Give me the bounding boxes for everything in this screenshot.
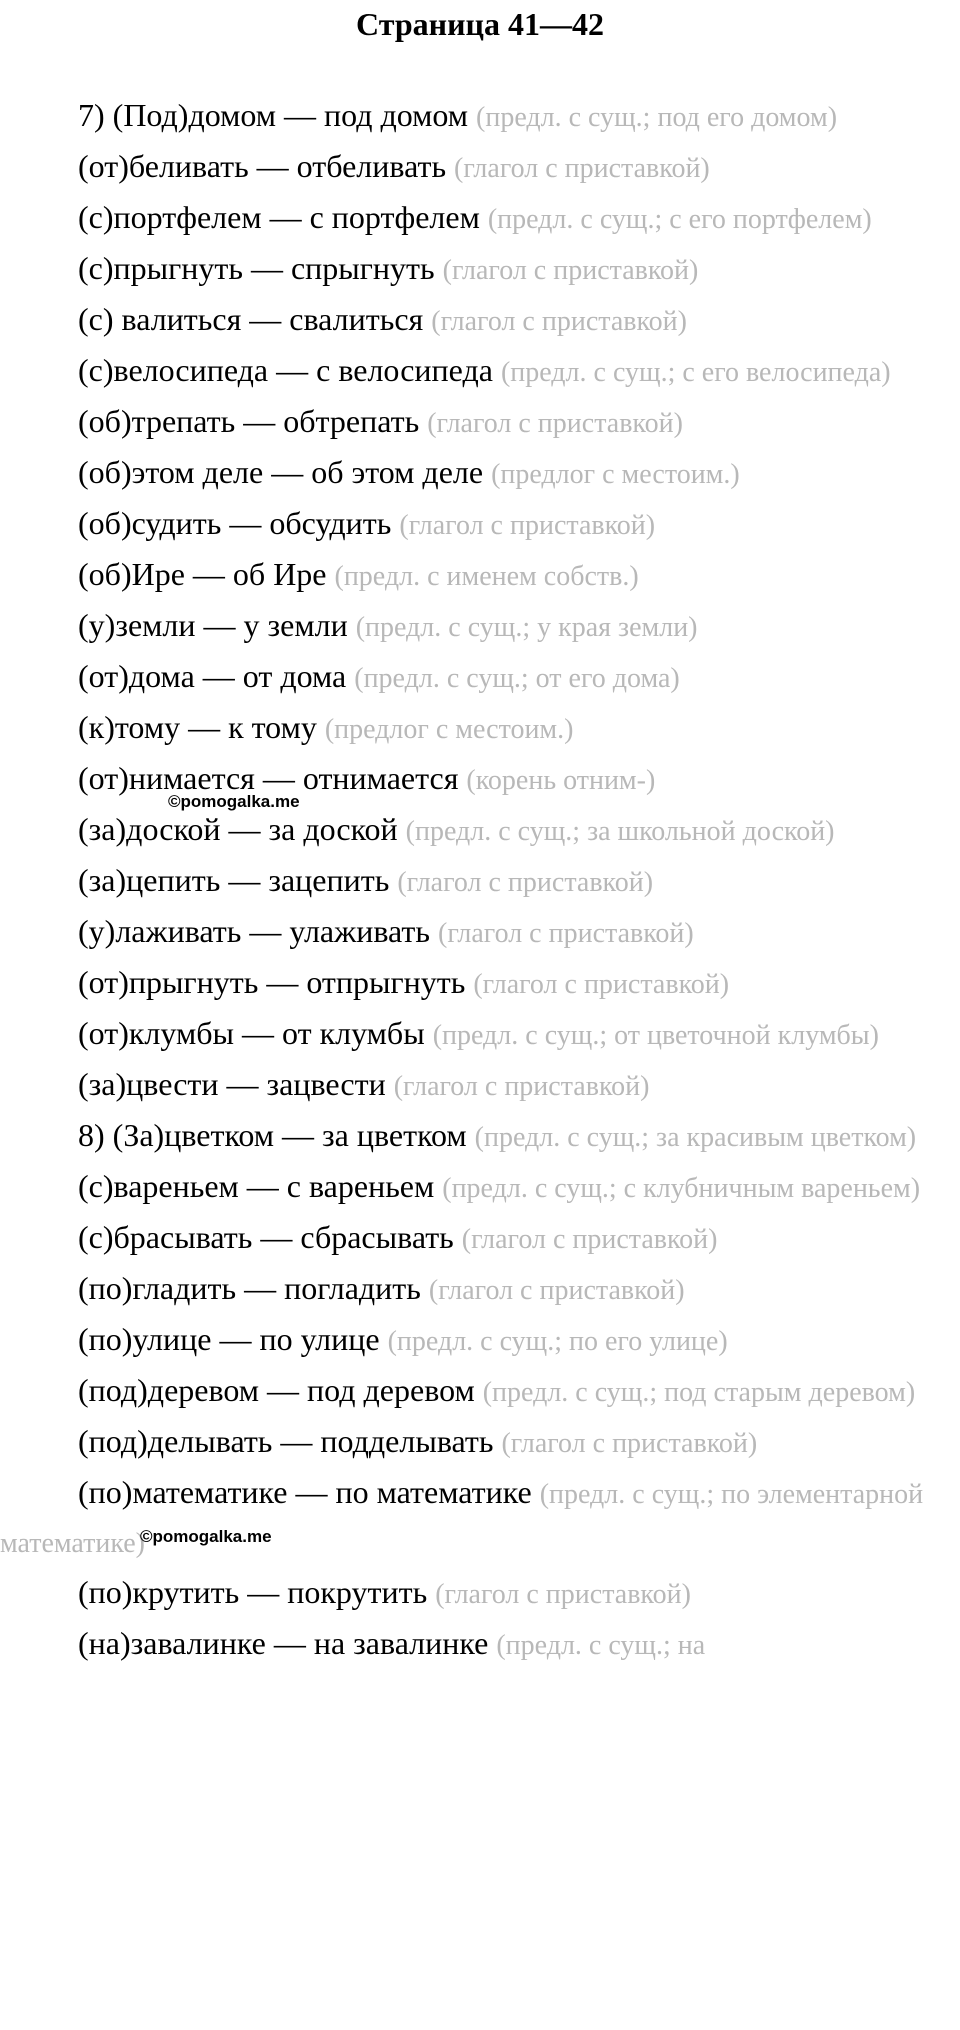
entry-text: 7) (Под)домом — под домом bbox=[78, 97, 469, 133]
page-title: Страница 41—42 bbox=[356, 6, 604, 42]
list-item bbox=[0, 755, 960, 804]
entry-note: (глагол с приставкой) bbox=[438, 918, 694, 949]
entry-text: (под)делывать — подделывать bbox=[78, 1423, 494, 1459]
entry-text: (у)земли — у земли bbox=[78, 607, 348, 643]
list-item bbox=[0, 245, 960, 294]
entry-note: (глагол с приставкой) bbox=[431, 306, 687, 337]
entry-text: (на)завалинке — на завалинке bbox=[78, 1625, 489, 1661]
entry-note: (корень отним-) bbox=[466, 765, 656, 796]
entry-text: (по)гладить — погладить bbox=[78, 1270, 421, 1306]
list-item bbox=[0, 1061, 960, 1110]
list-item bbox=[0, 959, 960, 1008]
entry-note: (предл. с сущ.; под старым деревом) bbox=[482, 1377, 916, 1408]
list-item bbox=[0, 806, 960, 855]
list-item bbox=[0, 551, 960, 600]
watermark: ©pomogalka.me bbox=[140, 1527, 272, 1546]
entry-note: (предл. с сущ.; по элементарной математике) bbox=[0, 1479, 924, 1559]
entry-note: (глагол с приставкой) bbox=[397, 867, 654, 898]
list-item bbox=[0, 1367, 960, 1416]
entry-text: (от)прыгнуть — отпрыгнуть bbox=[78, 964, 466, 1000]
entry-text: (с)прыгнуть — спрыгнуть bbox=[78, 250, 435, 286]
entry-note: (глагол с приставкой) bbox=[427, 408, 683, 439]
entry-text: (от)нимается — отнимается bbox=[78, 760, 459, 796]
entry-text: (по)крутить — покрутить bbox=[78, 1574, 428, 1610]
entry-note: (предл. с сущ.; с клубничным вареньем) bbox=[442, 1173, 921, 1204]
list-item bbox=[0, 653, 960, 702]
entry-text: (с) валиться — свалиться bbox=[78, 301, 424, 337]
list-item bbox=[0, 1214, 960, 1263]
entry-text: (под)деревом — под деревом bbox=[78, 1372, 475, 1408]
entry-note: (предл. с сущ.; за школьной доской) bbox=[405, 816, 835, 847]
entry-note: (предл. с сущ.; от его дома) bbox=[354, 663, 680, 694]
list-item bbox=[0, 398, 960, 447]
entry-note: (предл. с сущ.; под его домом) bbox=[476, 102, 838, 133]
list-item bbox=[0, 296, 960, 345]
entry-note: (предл. с сущ.; за красивым цветком) bbox=[474, 1122, 917, 1153]
entry-text: (с)вареньем — с вареньем bbox=[78, 1168, 435, 1204]
entry-note: (глагол с приставкой) bbox=[428, 1275, 685, 1306]
entry-text: (по)математике — по математике bbox=[78, 1474, 532, 1510]
entry-note: (предл. с сущ.; на bbox=[496, 1630, 706, 1661]
entry-note: (предл. с сущ.; с его портфелем) bbox=[487, 204, 872, 235]
list-item bbox=[0, 1010, 960, 1059]
list-item bbox=[0, 704, 960, 753]
entry-note: (глагол с приставкой) bbox=[454, 153, 710, 184]
entry-text: (об)судить — обсудить bbox=[78, 505, 392, 541]
entry-note: (глагол с приставкой) bbox=[435, 1579, 691, 1610]
list-item bbox=[0, 347, 960, 396]
list-item bbox=[0, 143, 960, 192]
entry-note: (предл. с сущ.; с его велосипеда) bbox=[500, 357, 891, 388]
entry-note: (предл. с сущ.; по его улице) bbox=[387, 1326, 728, 1357]
list-item bbox=[0, 1163, 960, 1212]
entry-text: (за)цепить — зацепить bbox=[78, 862, 390, 898]
entry-note: (предлог с местоим.) bbox=[324, 714, 574, 745]
entry-text: (от)дома — от дома bbox=[78, 658, 347, 694]
entry-note: (глагол с приставкой) bbox=[393, 1071, 650, 1102]
entry-note: (глагол с приставкой) bbox=[473, 969, 730, 1000]
entry-note: (глагол с приставкой) bbox=[501, 1428, 758, 1459]
entry-note: (предл. с сущ.; у края земли) bbox=[355, 612, 698, 643]
list-item bbox=[0, 500, 960, 549]
list-item bbox=[0, 92, 960, 141]
entry-text: (с)брасывать — сбрасывать bbox=[78, 1219, 454, 1255]
list-item bbox=[0, 1569, 960, 1618]
list-item bbox=[0, 1620, 960, 1669]
list-item bbox=[0, 1265, 960, 1314]
watermark: ©pomogalka.me bbox=[168, 792, 300, 811]
list-item bbox=[0, 1469, 960, 1567]
list-item bbox=[0, 449, 960, 498]
entry-note: (предл. с сущ.; от цветочной клумбы) bbox=[432, 1020, 879, 1051]
entry-note: (глагол с приставкой) bbox=[461, 1224, 718, 1255]
entry-text: (об)этом деле — об этом деле bbox=[78, 454, 484, 490]
list-item bbox=[0, 1112, 960, 1161]
entry-text: (к)тому — к тому bbox=[78, 709, 317, 745]
list-item bbox=[0, 602, 960, 651]
entry-list bbox=[0, 92, 960, 1671]
list-item bbox=[0, 1316, 960, 1365]
entry-text: (за)доской — за доской bbox=[78, 811, 398, 847]
entry-text: (об)трепать — обтрепать bbox=[78, 403, 420, 439]
entry-note: (предл. с именем собств.) bbox=[334, 561, 639, 592]
entry-text: (об)Ире — об Ире bbox=[78, 556, 327, 592]
list-item bbox=[0, 908, 960, 957]
entry-note: (глагол с приставкой) bbox=[442, 255, 699, 286]
entry-text: 8) (За)цветком — за цветком bbox=[78, 1117, 467, 1153]
entry-text: (от)клумбы — от клумбы bbox=[78, 1015, 425, 1051]
entry-text: (у)лаживать — улаживать bbox=[78, 913, 430, 949]
entry-text: (от)беливать — отбеливать bbox=[78, 148, 447, 184]
list-item bbox=[0, 1418, 960, 1467]
entry-text: (с)велосипеда — с велосипеда bbox=[78, 352, 493, 388]
list-item bbox=[0, 194, 960, 243]
entry-text: (по)улице — по улице bbox=[78, 1321, 380, 1357]
entry-text: (с)портфелем — с портфелем bbox=[78, 199, 480, 235]
entry-text: (за)цвести — зацвести bbox=[78, 1066, 386, 1102]
entry-note: (глагол с приставкой) bbox=[399, 510, 656, 541]
list-item bbox=[0, 857, 960, 906]
entry-note: (предлог с местоим.) bbox=[491, 459, 740, 490]
